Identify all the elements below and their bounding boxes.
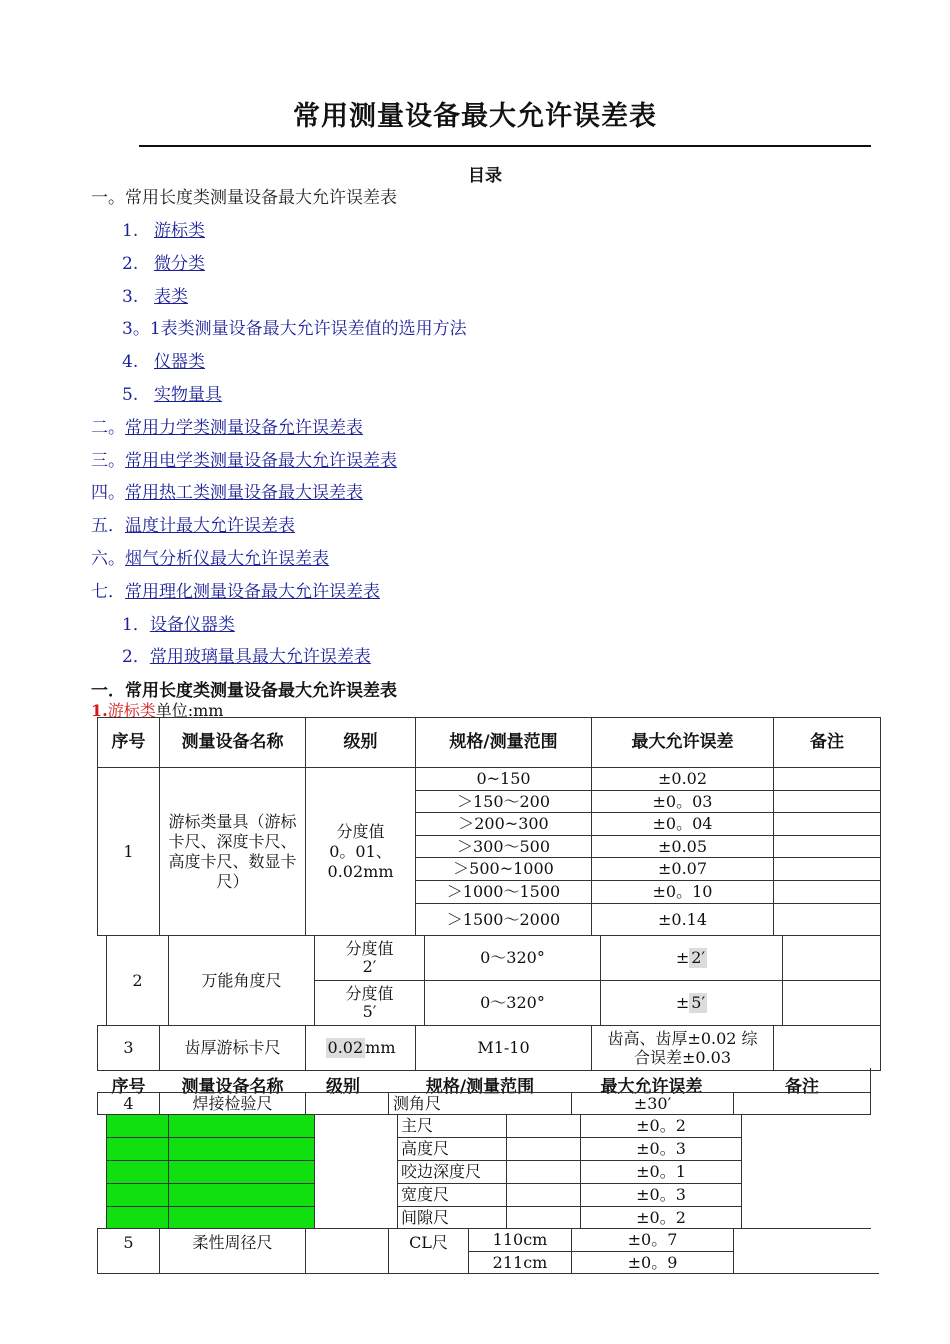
th-no: 序号 [97,717,160,768]
row4-sub-spec [506,1183,581,1207]
row3-grade: 0.02 mm [305,1025,416,1071]
row1-range: ＞1000～1500 [415,880,592,904]
row4-name: 焊接检验尺 [159,1092,306,1115]
row1-grade: 分度值0。01、0.02mm [305,767,416,936]
row4-range: 测角尺 [388,1092,572,1115]
row3-name: 齿厚游标卡尺 [159,1025,306,1071]
row2-remark [782,980,881,1026]
row2-error: ± 5′ [600,980,783,1026]
row4-sub-range: 宽度尺 [397,1183,507,1207]
row1-remark [773,767,881,791]
row4-sub-range: 主尺 [397,1114,507,1138]
row4-remark [733,1092,871,1115]
subsection-vernier: 1.游标类单位:mm [91,701,224,720]
row1-remark [773,857,881,881]
row4-sub-remark [741,1114,871,1229]
section-heading: 一．常用长度类测量设备最大允许误差表 [91,681,397,701]
row4-sub-range: 间隙尺 [397,1206,507,1229]
row4-sub-grade [314,1114,398,1229]
row1-remark [773,880,881,904]
row2-error: ± 2′ [600,935,783,981]
th2-name: 测量设备名称 [181,1077,284,1097]
row2-range: 0～320° [424,935,601,981]
row1-range: ＞200~300 [415,812,592,836]
th-remark: 备注 [773,717,881,768]
row5-grade-blank [305,1228,389,1274]
th-range: 规格/测量范围 [415,717,592,768]
row4-sub-spec [506,1160,581,1184]
row2-no: 2 [106,935,169,1026]
toc-item-flue-gas[interactable]: 六。烟气分析仪最大允许误差表 [91,549,329,569]
row4-sub-range: 咬边深度尺 [397,1160,507,1184]
toc-item-glassware[interactable]: 2．常用玻璃量具最大允许误差表 [122,647,371,667]
row4-sub-error: ±0。1 [580,1160,742,1184]
row4-sub-spec [506,1206,581,1229]
th-name: 测量设备名称 [159,717,306,768]
row3-remark [773,1025,881,1071]
toc-item-instrument[interactable]: 4. 仪器类 [122,352,205,372]
th2-grade: 级别 [326,1077,360,1097]
grid-line [106,1206,315,1207]
th2-remark: 备注 [785,1077,819,1097]
row3-error: 齿高、齿厚±0.02 综合误差±0.03 [591,1025,774,1071]
row5-error: ±0。7 [571,1228,734,1252]
th-error: 最大允许误差 [591,717,774,768]
toc-item-micrometer[interactable]: 2. 微分类 [122,254,205,274]
th-grade: 级别 [305,717,416,768]
page-title: 常用测量设备最大允许误差表 [293,101,657,132]
toc-heading: 目录 [468,166,502,186]
row4-error: ±30′ [571,1092,734,1115]
row1-no: 1 [97,767,160,936]
row3-no: 3 [97,1025,160,1071]
toc-item-vernier[interactable]: 1. 游标类 [122,221,205,241]
highlight-cell [168,1114,315,1229]
grid-line [106,1137,315,1138]
row1-remark [773,835,881,858]
row1-error: ±0。03 [591,790,774,813]
row1-error: ±0.07 [591,857,774,881]
title-rule [139,145,871,147]
row2-remark [782,935,881,981]
row5-no: 5 [97,1228,160,1274]
th2-error: 最大允许误差 [600,1077,703,1097]
row4-sub-spec [506,1137,581,1161]
toc-item-gauge-method[interactable]: 3。1表类测量设备最大允许误差值的选用方法 [122,319,467,339]
row4-no: 4 [97,1092,160,1115]
toc-item-equipment[interactable]: 1．设备仪器类 [122,615,235,635]
row5-range: 211cm [468,1251,572,1274]
grid-line [106,1160,315,1161]
row1-error: ±0.05 [591,835,774,858]
row2-range: 0～320° [424,980,601,1026]
row1-name: 游标类量具（游标卡尺、深度卡尺、高度卡尺、数显卡尺） [159,767,306,936]
row5-range: 110cm [468,1228,572,1252]
row4-sub-range: 高度尺 [397,1137,507,1161]
row4-sub-error: ±0。3 [580,1137,742,1161]
th2-range: 规格/测量范围 [425,1077,535,1097]
row2-name: 万能角度尺 [168,935,315,1026]
table-bottom-line [733,1273,879,1274]
toc-item-thermometer[interactable]: 五．温度计最大允许误差表 [91,516,295,536]
row1-range: ＞300～500 [415,835,592,858]
row2-grade: 分度值2′ [314,935,425,981]
toc-item-mechanics[interactable]: 二。常用力学类测量设备允许误差表 [91,418,363,438]
grid-line [106,1183,315,1184]
row4-sub-error: ±0。3 [580,1183,742,1207]
toc-item-material-measure[interactable]: 5. 实物量具 [122,385,222,405]
row5-error: ±0。9 [571,1251,734,1274]
row1-error: ±0.14 [591,903,774,936]
row1-remark [773,903,881,936]
row1-range: 0~150 [415,767,592,791]
row5-grade: CL尺 [388,1228,469,1274]
row4-sub-error: ±0。2 [580,1114,742,1138]
row4-sub-spec [506,1114,581,1138]
toc-item-gauge[interactable]: 3. 表类 [122,287,188,307]
row5-name: 柔性周径尺 [159,1228,306,1274]
row1-remark [773,790,881,813]
row1-range: ＞500~1000 [415,857,592,881]
row1-range: ＞150～200 [415,790,592,813]
row4-sub-error: ±0。2 [580,1206,742,1229]
toc-item-length: 一。常用长度类测量设备最大允许误差表 [91,188,397,208]
th2-no: 序号 [111,1077,146,1097]
row1-range: ＞1500～2000 [415,903,592,936]
toc-item-physchem[interactable]: 七．常用理化测量设备最大允许误差表 [91,582,380,602]
toc-item-thermal[interactable]: 四。常用热工类测量设备最大误差表 [91,483,363,503]
row1-error: ±0.02 [591,767,774,791]
row1-error: ±0。04 [591,812,774,836]
row3-range: M1-10 [415,1025,592,1071]
toc-item-electrical[interactable]: 三。常用电学类测量设备最大允许误差表 [91,451,397,471]
highlight-cell [106,1114,169,1229]
row1-remark [773,812,881,836]
row4-grade [305,1092,389,1115]
row1-error: ±0。10 [591,880,774,904]
row2-grade: 分度值5′ [314,980,425,1026]
